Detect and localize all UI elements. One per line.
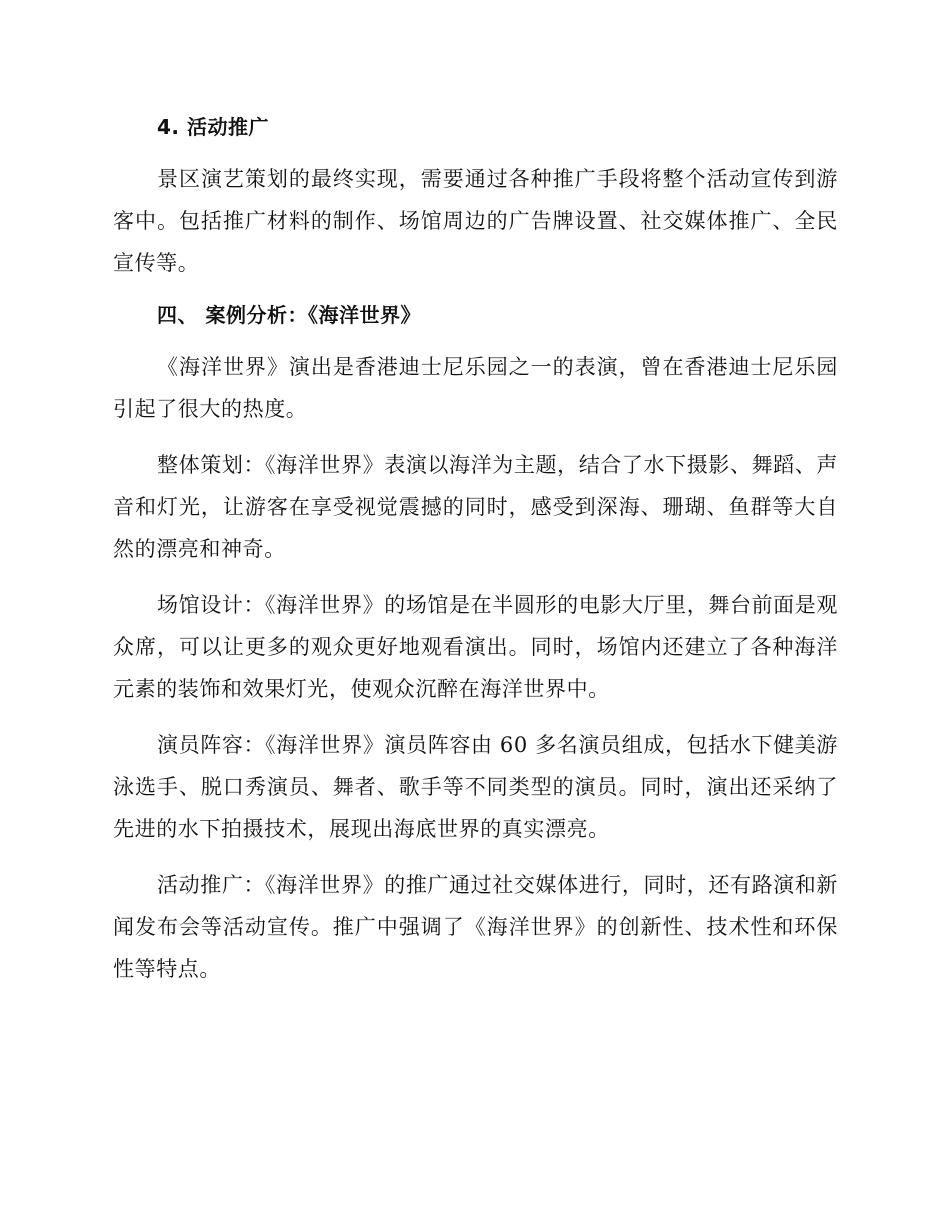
paragraph-cast-lineup: 演员阵容：《海洋世界》演员阵容由 60 多名演员组成，包括水下健美游泳选手、脱口秀演员、舞者、歌手等不同类型的演员。同时，演出还采纳了先进的水下拍摄技术，展现出海底世界的真实漂亮。 xyxy=(113,733,838,841)
section-heading-activity-promotion: 4. 活动推广 xyxy=(157,115,269,139)
document-body xyxy=(113,110,838,1004)
section-heading-case-analysis: 四、 案例分析：《海洋世界》 xyxy=(157,303,421,327)
paragraph-case-intro: 《海洋世界》演出是香港迪士尼乐园之一的表演，曾在香港迪士尼乐园引起了很大的热度。 xyxy=(113,355,838,421)
paragraph-venue-design: 场馆设计：《海洋世界》的场馆是在半圆形的电影大厅里，舞台前面是观众席，可以让更多的观众更好地观看演出。同时，场馆内还建立了各种海洋元素的装饰和效果灯光，使观众沉醉在海洋世界中。 xyxy=(113,593,838,701)
paragraph-promotion: 活动推广：《海洋世界》的推广通过社交媒体进行，同时，还有路演和新闻发布会等活动宣传。推广中强调了《海洋世界》的创新性、技术性和环保性等特点。 xyxy=(113,873,838,981)
paragraph-activity-promotion: 景区演艺策划的最终实现，需要通过各种推广手段将整个活动宣传到游客中。包括推广材料的制作、场馆周边的广告牌设置、社交媒体推广、全民宣传等。 xyxy=(113,167,838,275)
paragraph-overall-planning: 整体策划：《海洋世界》表演以海洋为主题，结合了水下摄影、舞蹈、声音和灯光，让游客在享受视觉震撼的同时，感受到深海、珊瑚、鱼群等大自然的漂亮和神奇。 xyxy=(113,453,838,561)
